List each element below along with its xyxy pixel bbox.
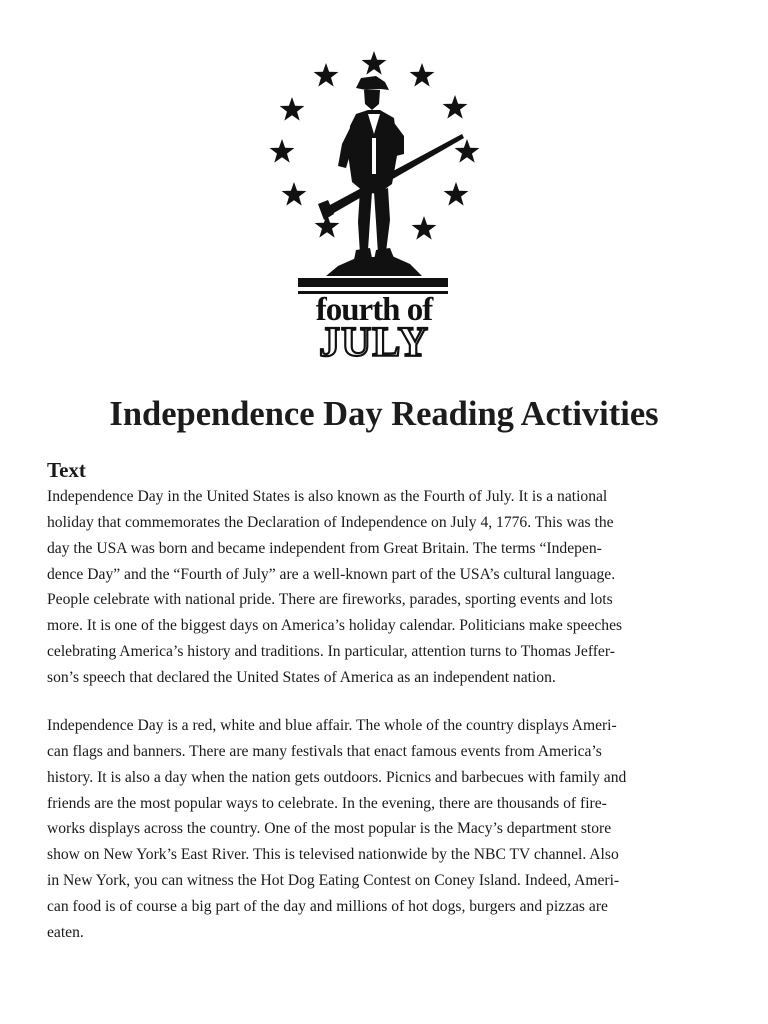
text-line: holiday that commemorates the Declaration of Independence on July 4, 1776. This was the — [47, 513, 614, 531]
text-line: dence Day” and the “Fourth of July” are a well-known part of the USA’s cultural language. — [47, 565, 616, 583]
text-line: works displays across the country. One of the most popular is the Macy’s department store — [47, 820, 612, 838]
text-line: People celebrate with national pride. There are fireworks, parades, sporting events and lots — [47, 591, 613, 609]
text-line: friends are the most popular ways to celebrate. In the evening, there are thousands of fire- — [47, 794, 607, 812]
text-line: show on New York’s East River. This is televised nationwide by the NBC TV channel. Also — [47, 846, 619, 864]
paragraph-2 — [47, 713, 721, 946]
text-line: can flags and banners. There are many festivals that enact famous events from America’s — [47, 742, 602, 760]
logo-fourth-of-text: fourth of — [315, 292, 433, 328]
rock-base — [326, 256, 422, 276]
minuteman-fourth-of-july-logo — [264, 44, 488, 362]
minuteman-figure — [318, 76, 464, 260]
text-line: Independence Day in the United States is also known as the Fourth of July. It is a national — [47, 488, 608, 505]
page-title: Independence Day Reading Activities — [109, 395, 659, 433]
text-line: can food is of course a big part of the day and millions of hot dogs, burgers and pizzas are — [47, 897, 608, 915]
plinth-bar — [298, 278, 448, 287]
text-line: more. It is one of the biggest days on America’s holiday calendar. Politicians make speeches — [47, 617, 623, 635]
text-line: day the USA was born and became independent from Great Britain. The terms “Indepen- — [47, 539, 602, 557]
text-line: in New York, you can witness the Hot Dog Eating Contest on Coney Island. Indeed, Ameri- — [47, 872, 620, 890]
text-line: history. It is also a day when the nation gets outdoors. Picnics and barbecues with family and — [47, 768, 627, 786]
text-line: Independence Day is a red, white and blue affair. The whole of the country displays Ameri- — [47, 717, 617, 734]
text-line: celebrating America’s history and traditions. In particular, attention turns to Thomas Jeffer- — [47, 643, 615, 661]
paragraph-1 — [47, 484, 721, 691]
text-line: son’s speech that declared the United States of America as an independent nation. — [47, 668, 556, 686]
section-heading: Text — [47, 458, 86, 482]
logo-july-text: JULY — [319, 320, 429, 362]
text-line: eaten. — [47, 923, 84, 941]
fourth-of-july-logo — [264, 44, 488, 362]
